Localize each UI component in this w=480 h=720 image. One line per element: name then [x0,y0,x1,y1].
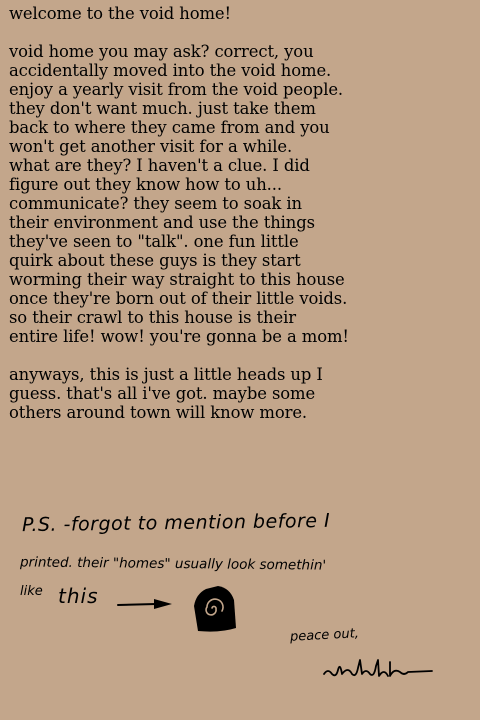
letter-body: void home you may ask? correct, you accidentally moved into the void home. enjoy a yearly visit from the void people. they don't want much. just take them back to where they came from and you won't get another visit for a while. what are they? I haven't a clue. I did figure out they know how to uh... communicate? they seem to soak in their environment and use the things they've seen to "talk". one fun little quirk about these guys is they start worming their way straight to this house once they're born out of their little voids. so their crawl to this house is their entire life! wow! you're gonna be a mom! [9,42,349,346]
void-home-icon [190,584,238,634]
signature-scribble [322,656,442,682]
postscript-line-2: printed. their "homes" usually look somethin' [19,554,327,574]
letter-closing-paragraph: anyways, this is just a little heads up I guess. that's all i've got. maybe some others around town will know more. [9,365,323,422]
letter-greeting: welcome to the void home! [9,4,232,23]
right-arrow-icon [116,596,174,612]
postscript-like: like [20,584,43,599]
signoff: peace out, [289,626,360,645]
printed-letter [9,4,477,441]
postscript-this: this [58,584,99,608]
postscript-line-1: P.S. -forgot to mention before I [21,509,331,537]
